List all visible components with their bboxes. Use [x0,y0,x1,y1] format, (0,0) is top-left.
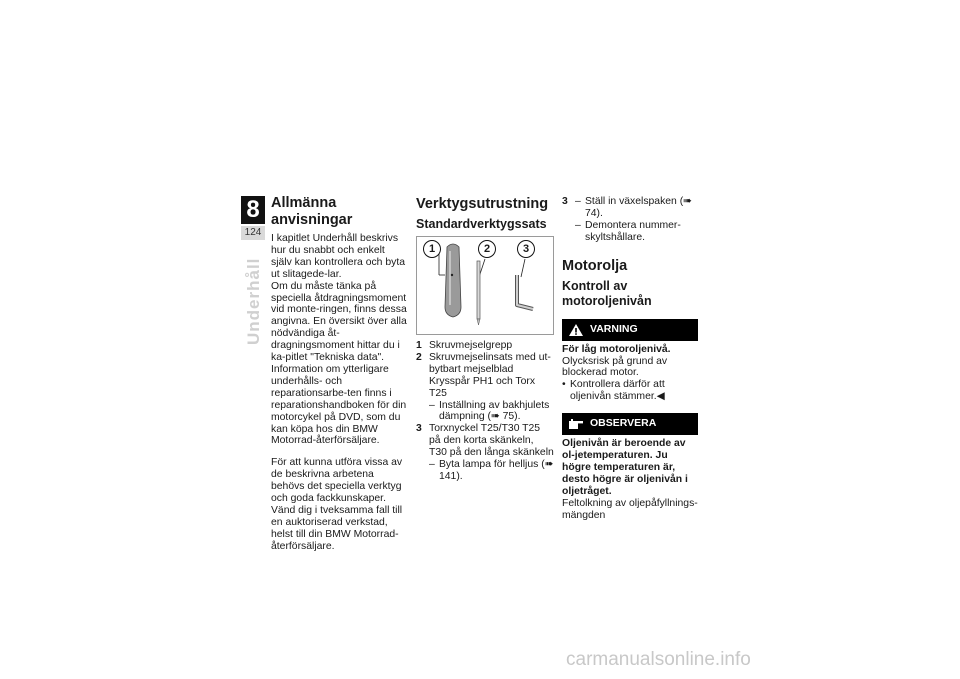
legend-number: 3 [416,423,422,435]
legend-number: 2 [416,351,422,363]
paragraph: För att kunna utföra vissa av de beskrivna arbetena behövs det speciella verktyg och goda fackkunskaper. Vänd dig i tveksamma fall till en auktoriserad verkstad, helst till din BMW Motorrad-återförsäljare. [271,457,403,552]
figure-callout-3: 3 [517,240,535,258]
step-list [562,196,698,244]
note-text: Feltolkning av oljepåfyllnings-mängden [562,497,698,521]
chapter-number: 8 [241,196,265,224]
bullet-marker: • [562,379,566,391]
legend-item [416,423,554,459]
paragraph: Om du måste tänka på speciella åtdragningsmoment vid monte-ringen, finns dessa angivna. En översikt över alla nödvändiga åt-dragningsmoment hittar du i ka-pitlet "Tekniska data". [271,280,407,364]
note-banner [562,413,698,435]
dash-marker: – [429,459,435,471]
heading-engine-oil: Motorolja [562,257,628,274]
step-number: 3 [562,196,568,207]
paragraph: I kapitlet Underhåll beskrivs hur du snabbt och enkelt själv kan kontrollera och byta ut slitagede-lar. [271,233,405,280]
warning-text: Olycksrisk på grund av blockerad motor. [562,355,668,379]
legend-text: Torxnyckel T25/T30 T25 på den korta skänkeln, T30 på den långa skänkeln [429,423,554,459]
watermark: carmanualsonline.info [566,649,751,670]
tool-kit-figure [416,236,554,335]
pointing-hand-icon [568,417,590,431]
step-text: Ställ in växelspaken (➠ 74). [585,196,692,219]
legend-sub-text: Inställning av bakhjulets dämpning (➠ 75). [439,399,550,423]
subheading-standard-kit: Standardverktygssats [416,217,547,231]
dash-marker: – [575,219,581,231]
legend-item [416,352,554,400]
subheading-oil-level-check: Kontroll av motoroljenivån [562,278,652,308]
note-title: Oljenivån är beroende av ol-jetemperaturen. Ju högre temperaturen är, desto högre är oljenivån i oljetråget. [562,438,688,497]
warning-label: VARNING [590,322,638,335]
warning-title: För låg motoroljenivå. [562,343,671,355]
legend-text: Skruvmejselinsats med ut-bytbart mejselblad Krysspår PH1 och Torx T25 [429,351,551,399]
dash-marker: – [575,196,581,207]
chapter-title: Underhåll [244,257,263,345]
legend-sub-item [416,459,554,483]
legend-sub-item [416,400,554,424]
bullet-text: Kontrollera därför att oljenivån stämmer.◀ [570,379,665,403]
figure-callout-1: 1 [423,240,441,258]
column-engine-oil [562,196,698,522]
step-item [575,196,698,220]
legend-sub-text: Byta lampa för helljus (➠ 141). [439,459,554,482]
legend-number: 1 [416,340,422,351]
warning-banner [562,319,698,341]
dash-marker: – [429,399,435,411]
legend-item [416,340,554,352]
page-number: 124 [241,226,265,240]
column-general-instructions [271,195,407,553]
note-label: OBSERVERA [590,417,657,430]
column-tools [416,196,554,483]
legend-text: Skruvmejselgrepp [429,340,513,351]
warning-triangle-icon [568,323,590,337]
heading-general-instructions: Allmänna anvisningar [271,195,353,228]
step-item [575,220,698,244]
warning-bullet [562,379,698,403]
heading-tools: Verktygsutrustning [416,196,549,212]
figure-callout-2: 2 [478,240,496,258]
step-text: Demontera nummer-skyltshållare. [585,219,681,243]
paragraph: Information om ytterligare underhålls- och reparationsarbe-ten finns i reparationshandboken för din motorcykel på DVD, som du kan köpa hos din BMW Motorrad-återförsäljare. [271,363,407,447]
